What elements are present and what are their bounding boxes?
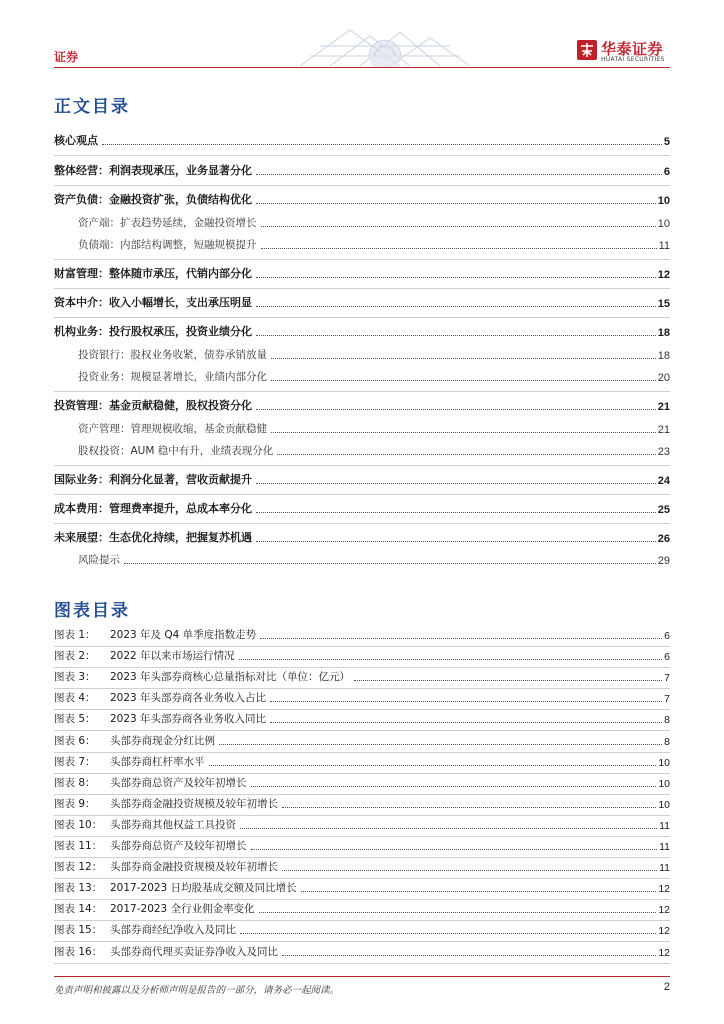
toc-separator (54, 391, 670, 392)
toc-entry-label: 投资管理：基金贡献稳健，股权投资分化 (54, 399, 252, 412)
figure-entry-number: 图表 12： (54, 861, 103, 873)
toc-leader-dots (282, 807, 656, 808)
figure-entry[interactable] (54, 945, 670, 959)
logo-mark-icon (577, 40, 597, 60)
toc-leader-dots (277, 454, 655, 455)
figure-entry-page: 6 (664, 651, 670, 663)
company-logo (577, 38, 673, 66)
figure-entry-title: 头部券商总资产及较年初增长 (110, 840, 247, 852)
page-number: 2 (663, 981, 670, 993)
toc-entry-label: 核心观点 (54, 134, 98, 147)
figure-entry-page: 11 (659, 841, 670, 853)
toc-leader-dots (256, 174, 662, 175)
figure-separator (54, 794, 670, 795)
toc-entry-label: 资产负债：金融投资扩张，负债结构优化 (54, 193, 252, 206)
figure-entry-page: 10 (658, 778, 670, 790)
toc-entry[interactable] (54, 444, 670, 458)
figure-entry-title: 2017-2023 日均股基成交额及同比增长 (110, 882, 297, 894)
toc-leader-dots (102, 144, 662, 145)
figure-entry[interactable] (54, 881, 670, 895)
figure-entry-page: 10 (658, 799, 670, 811)
toc-separator (54, 259, 670, 260)
figure-entry-page: 7 (664, 672, 670, 684)
figure-entry-page: 7 (664, 693, 670, 705)
toc-leader-dots (256, 483, 656, 484)
toc-entry[interactable] (54, 422, 670, 436)
figure-separator (54, 899, 670, 900)
toc-entry[interactable] (54, 296, 670, 310)
toc-entry[interactable] (54, 267, 670, 281)
figure-entry-label (54, 944, 280, 959)
figure-entry[interactable] (54, 649, 670, 663)
figure-entry[interactable] (54, 818, 670, 832)
toc-entry[interactable] (54, 164, 670, 178)
figure-separator (54, 878, 670, 879)
toc-entry-page: 25 (657, 504, 670, 516)
figure-entry-title: 2022 年以来市场运行情况 (110, 650, 235, 662)
figure-entry-label (54, 711, 268, 726)
figure-entry[interactable] (54, 860, 670, 874)
figure-entry-label (54, 796, 280, 811)
figure-entry-page: 12 (658, 925, 670, 937)
figure-entry-label (54, 627, 258, 642)
toc-leader-dots (251, 786, 657, 787)
figure-entry-number: 图表 8： (54, 777, 96, 789)
figure-entry-label (54, 754, 207, 769)
toc-entry[interactable] (54, 134, 670, 148)
toc-entry-label: 股权投资：AUM 稳中有升，业绩表现分化 (54, 443, 275, 458)
figure-entry-number: 图表 16： (54, 946, 103, 958)
toc-leader-dots (256, 335, 656, 336)
toc-separator (54, 494, 670, 495)
toc-leader-dots (301, 891, 657, 892)
toc-entry[interactable] (54, 553, 670, 567)
toc-leader-dots (354, 680, 662, 681)
body-toc-title: 正文目录 (54, 97, 130, 117)
figure-entry[interactable] (54, 628, 670, 642)
figure-entry-label (54, 859, 280, 874)
toc-leader-dots (261, 226, 656, 227)
page-header (0, 0, 724, 72)
figure-entry-number: 图表 9： (54, 798, 96, 810)
figure-entry-page: 12 (658, 904, 670, 916)
toc-entry-page: 5 (663, 136, 670, 148)
toc-leader-dots (240, 933, 656, 934)
toc-leader-dots (256, 512, 656, 513)
figure-entry-number: 图表 7： (54, 756, 96, 768)
logo-subtext: HUATAI SECURITIES (601, 56, 665, 63)
toc-separator (54, 288, 670, 289)
toc-leader-dots (282, 870, 657, 871)
toc-leader-dots (219, 744, 662, 745)
toc-entry[interactable] (54, 502, 670, 516)
figure-entry-label (54, 690, 268, 705)
toc-separator (54, 185, 670, 186)
toc-entry-page: 18 (657, 327, 670, 339)
figure-entry-page: 11 (659, 862, 670, 874)
figure-entry-title: 头部券商杠杆率水平 (110, 756, 205, 768)
toc-leader-dots (271, 432, 656, 433)
toc-leader-dots (256, 203, 656, 204)
sector-label: 证券 (54, 50, 79, 64)
figure-entry-page: 8 (664, 736, 670, 748)
toc-entry-label: 财富管理：整体随市承压，代销内部分化 (54, 267, 252, 280)
figure-separator (54, 836, 670, 837)
figure-entry-title: 头部券商总资产及较年初增长 (110, 777, 247, 789)
figure-entry[interactable] (54, 691, 670, 705)
figure-entry[interactable] (54, 776, 670, 790)
figure-entry-page: 8 (664, 714, 670, 726)
toc-entry[interactable] (54, 370, 670, 384)
toc-leader-dots (271, 380, 656, 381)
header-decoration-graphic (290, 26, 480, 68)
toc-entry[interactable] (54, 531, 670, 545)
figure-entry-number: 图表 10： (54, 819, 103, 831)
figure-entry[interactable] (54, 755, 670, 769)
toc-entry[interactable] (54, 193, 670, 207)
toc-entry-page: 12 (657, 269, 670, 281)
toc-entry-page: 21 (657, 401, 670, 413)
figure-entry-title: 头部券商金融投资规模及较年初增长 (110, 861, 278, 873)
figure-entry-label (54, 901, 257, 916)
toc-leader-dots (251, 849, 658, 850)
figure-entry-number: 图表 13： (54, 882, 103, 894)
figure-entry-title: 头部券商金融投资规模及较年初增长 (110, 798, 278, 810)
figure-separator (54, 773, 670, 774)
toc-entry-page: 15 (657, 298, 670, 310)
toc-leader-dots (261, 248, 657, 249)
figure-separator (54, 646, 670, 647)
figure-entry-label (54, 880, 299, 895)
figure-separator (54, 857, 670, 858)
figure-entry-title: 头部券商代理买卖证券净收入及同比 (110, 946, 278, 958)
figure-separator (54, 709, 670, 710)
toc-leader-dots (259, 912, 657, 913)
toc-leader-dots (271, 358, 656, 359)
toc-entry-page: 20 (657, 372, 670, 384)
toc-entry-label: 投资业务：规模显著增长，业绩内部分化 (54, 369, 269, 384)
figure-entry-title: 2023 年及 Q4 单季度指数走势 (110, 629, 257, 641)
figure-entry-label (54, 817, 238, 832)
toc-entry[interactable] (54, 238, 670, 252)
toc-leader-dots (209, 765, 657, 766)
figure-entry-number: 图表 6： (54, 735, 96, 747)
toc-leader-dots (124, 563, 656, 564)
toc-leader-dots (240, 828, 657, 829)
figure-entry-label (54, 669, 352, 684)
footer-disclaimer: 免责声明和披露以及分析师声明是报告的一部分，请务必一起阅读。 (54, 985, 340, 996)
toc-entry-page: 11 (658, 240, 670, 252)
figure-entry[interactable] (54, 797, 670, 811)
toc-separator (54, 155, 670, 156)
toc-entry[interactable] (54, 473, 670, 487)
toc-entry-page: 24 (657, 475, 670, 487)
toc-entry-page: 18 (657, 350, 670, 362)
figure-entry-title: 头部券商经纪净收入及同比 (110, 924, 236, 936)
figure-entry-number: 图表 5： (54, 713, 96, 725)
figure-entry-number: 图表 3： (54, 671, 96, 683)
toc-entry-label: 风险提示 (54, 552, 122, 567)
figure-entry-title: 2023 年头部券商核心总量指标对比（单位：亿元） (110, 671, 351, 683)
figure-entry-label (54, 775, 249, 790)
toc-leader-dots (270, 701, 662, 702)
figure-entry-title: 2023 年头部券商各业务收入占比 (110, 692, 267, 704)
toc-leader-dots (256, 306, 656, 307)
toc-entry-label: 整体经营：利润表现承压，业务显著分化 (54, 164, 252, 177)
toc-entry-label: 资产端：扩表趋势延续，金融投资增长 (54, 215, 259, 230)
toc-leader-dots (256, 277, 656, 278)
toc-entry-label: 负债端：内部结构调整，短融规模提升 (54, 237, 259, 252)
figure-entry-label (54, 922, 238, 937)
figure-entry[interactable] (54, 902, 670, 916)
figure-separator (54, 941, 670, 942)
footer-divider (54, 976, 670, 977)
figure-entry[interactable] (54, 923, 670, 937)
figure-entry-title: 头部券商现金分红比例 (110, 735, 215, 747)
figure-entry-title: 2023 年头部券商各业务收入同比 (110, 713, 267, 725)
toc-separator (54, 317, 670, 318)
toc-entry-label: 未来展望：生态优化持续，把握复苏机遇 (54, 531, 252, 544)
figure-entry-title: 头部券商其他权益工具投资 (110, 819, 236, 831)
toc-entry[interactable] (54, 325, 670, 339)
figure-separator (54, 667, 670, 668)
toc-entry-page: 6 (663, 166, 670, 178)
figure-separator (54, 730, 670, 731)
toc-entry-label: 投资银行：股权业务收紧，债券承销放量 (54, 347, 269, 362)
figure-entry-number: 图表 1： (54, 629, 96, 641)
figure-separator (54, 815, 670, 816)
figure-entry[interactable] (54, 839, 670, 853)
toc-entry-label: 资产管理：管理规模收缩，基金贡献稳健 (54, 421, 269, 436)
toc-entry-page: 23 (657, 446, 670, 458)
toc-entry-page: 26 (657, 533, 670, 545)
figure-entry-label (54, 733, 217, 748)
figure-entry-page: 6 (664, 630, 670, 642)
toc-entry-label: 资本中介：收入小幅增长，支出承压明显 (54, 296, 252, 309)
figure-entry-label (54, 648, 237, 663)
toc-entry[interactable] (54, 216, 670, 230)
figure-separator (54, 688, 670, 689)
figure-entry-number: 图表 4： (54, 692, 96, 704)
toc-entry-label: 机构业务：投行股权承压，投资业绩分化 (54, 325, 252, 338)
figure-entry-page: 12 (658, 883, 670, 895)
figure-entry[interactable] (54, 712, 670, 726)
figure-entry-title: 2017-2023 全行业佣金率变化 (110, 903, 255, 915)
figure-entry-page: 12 (658, 947, 670, 959)
figure-entry-page: 11 (659, 820, 670, 832)
toc-leader-dots (239, 659, 663, 660)
figure-entry-number: 图表 14： (54, 903, 103, 915)
toc-leader-dots (256, 409, 656, 410)
toc-separator (54, 523, 670, 524)
header-divider (54, 67, 670, 68)
figure-separator (54, 752, 670, 753)
toc-leader-dots (270, 722, 662, 723)
toc-leader-dots (260, 638, 662, 639)
figure-separator (54, 920, 670, 921)
toc-entry-page: 10 (657, 195, 670, 207)
toc-leader-dots (282, 955, 656, 956)
toc-separator (54, 465, 670, 466)
figure-entry-number: 图表 2： (54, 650, 96, 662)
figure-entry[interactable] (54, 734, 670, 748)
figure-entry-label (54, 838, 249, 853)
toc-entry-label: 成本费用：管理费率提升，总成本率分化 (54, 502, 252, 515)
toc-entry-page: 21 (657, 424, 670, 436)
toc-leader-dots (256, 541, 656, 542)
figure-entry[interactable] (54, 670, 670, 684)
toc-entry-page: 29 (657, 555, 670, 567)
toc-entry[interactable] (54, 399, 670, 413)
toc-entry-page: 10 (657, 218, 670, 230)
figure-separator (54, 963, 670, 964)
toc-entry-label: 国际业务：利润分化显著，营收贡献提升 (54, 473, 252, 486)
figure-entry-number: 图表 11： (54, 840, 103, 852)
figure-entry-page: 10 (658, 757, 670, 769)
figure-toc-title: 图表目录 (54, 601, 130, 621)
logo-text: 华泰证券 (601, 40, 664, 58)
figure-entry-number: 图表 15： (54, 924, 103, 936)
toc-entry[interactable] (54, 348, 670, 362)
